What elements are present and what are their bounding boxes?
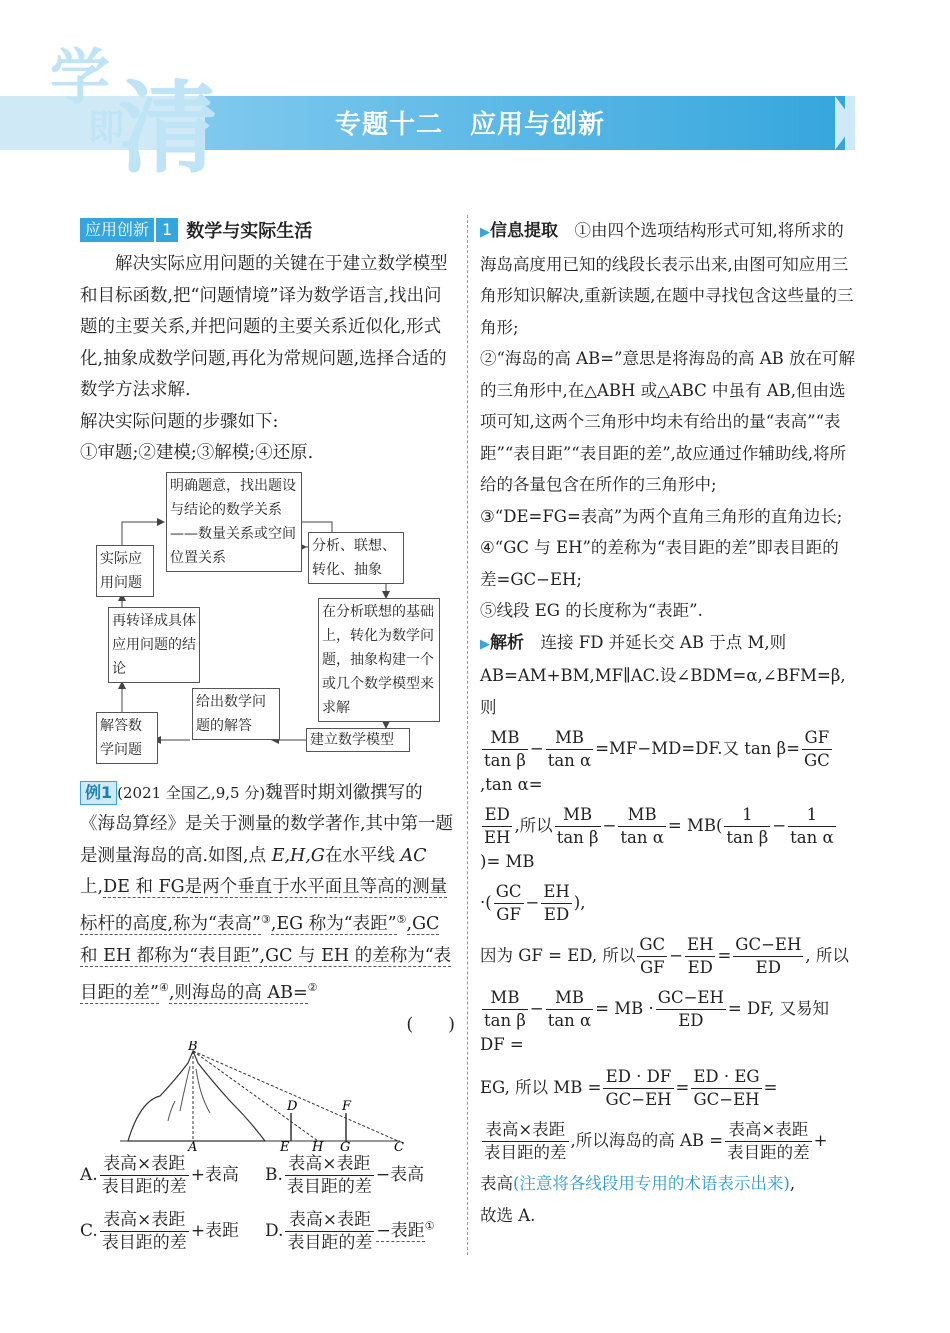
column-divider bbox=[467, 215, 468, 1255]
frac-gcmeh-ed bbox=[733, 934, 803, 979]
header-banner-tip bbox=[835, 96, 855, 150]
final-text-1: 表高 bbox=[480, 1174, 513, 1193]
flow-box-build-model: 建立数学模型 bbox=[306, 728, 410, 752]
eq-df-text: = DF, 又易知 DF = bbox=[480, 999, 830, 1054]
option-a[interactable] bbox=[80, 1153, 239, 1198]
frac-mb-tanb-den: tan β bbox=[484, 751, 526, 770]
logo-char-3: 清 bbox=[118, 70, 218, 187]
island-shape bbox=[128, 1051, 265, 1141]
mark-3: ③ bbox=[260, 912, 271, 926]
solution-eq-7 bbox=[480, 1119, 855, 1164]
mark-4: ④ bbox=[158, 981, 169, 995]
example-source: (2021 全国乙,9,5 分) bbox=[117, 783, 266, 802]
option-b[interactable] bbox=[265, 1153, 424, 1198]
solution-eq-4: 因为 GF = ED, 所以 $\frac{GC}{GF}$ − $\frac{EH}{ED}$ = $\frac{GC-EH}{ED}$ , 所以 bbox=[480, 935, 849, 977]
section-tag: 应用创新 bbox=[80, 218, 154, 242]
eq-sign-3: = bbox=[763, 1078, 778, 1097]
frac-mb-tanb-2 bbox=[555, 804, 601, 849]
page-title: 专题十二 应用与创新 bbox=[334, 110, 605, 140]
frac-eh-ed bbox=[541, 881, 571, 926]
frac-edeg-den: GC−EH bbox=[693, 1090, 760, 1109]
frac-1-tanb-den: tan β bbox=[726, 828, 769, 847]
frac-mb-tana bbox=[546, 727, 593, 772]
section-heading bbox=[80, 215, 455, 245]
section-title: 数学与实际生活 bbox=[186, 221, 313, 242]
option-d-frac bbox=[285, 1209, 374, 1254]
dot-1: · bbox=[480, 893, 486, 912]
example-line-ac: AC bbox=[400, 845, 427, 866]
option-c-tail: +表距 bbox=[190, 1221, 240, 1242]
label-a: A bbox=[188, 1140, 198, 1152]
info-p5: ⑤线段 EG 的长度称为“表距”. bbox=[480, 601, 703, 620]
solution-eq-5: $\frac{MB}{\text{tan β}}$ − $\frac{MB}{\text{tan α}}$ = MB · $\frac{GC-EH}{ED}$ = DF, 又易知 DF = bbox=[480, 988, 830, 1054]
frac-gcmeh-ed-den: ED bbox=[755, 958, 781, 977]
frac-result-2 bbox=[725, 1119, 812, 1164]
frac-edeg-gcmeh bbox=[691, 1066, 761, 1111]
example-1 bbox=[80, 778, 455, 1010]
flowchart bbox=[80, 472, 455, 772]
frac-edeg-num: ED · EG bbox=[691, 1066, 761, 1089]
frac-result-2-num: 表高×表距 bbox=[725, 1119, 812, 1142]
option-a-tail: +表高 bbox=[190, 1165, 239, 1186]
frac-gf-gc-den: GC bbox=[803, 751, 830, 770]
flow-box-clarify: 明确题意，找出题设与结论的数学关系——数量关系或空间位置关系 bbox=[166, 472, 302, 572]
label-d: D bbox=[287, 1099, 298, 1115]
frac-mb-tanb-num: MB bbox=[482, 727, 528, 750]
plus-sign: + bbox=[813, 1131, 828, 1150]
frac-result-1 bbox=[482, 1119, 569, 1164]
tail1-text: ,所以海岛的高 AB = bbox=[570, 1131, 724, 1150]
frac-mb-tana-3-num: MB bbox=[546, 987, 593, 1010]
steps-list: ①审题;②建模;③解模;④还原. bbox=[80, 443, 314, 463]
frac-gc-gf-num: GC bbox=[494, 881, 524, 904]
info-p1-text: ①由四个选项结构形式可知,将所求的海岛高度用已知的线段长表示出来,由图可知应用三角形知识解决,重新读题,在题中寻找包含这些量的三角形; bbox=[480, 221, 854, 337]
plus-mb-text: = MB · bbox=[595, 999, 654, 1018]
frac-mb-tanb-2-den: tan β bbox=[556, 828, 599, 847]
info-p4: ④“GC 与 EH”的差称为“表目距的差”即表目距的差=GC−EH; bbox=[480, 538, 839, 589]
suoyi2-text: , 所以 bbox=[805, 946, 849, 965]
frac-mb-tana-2 bbox=[618, 804, 665, 849]
left-column bbox=[80, 215, 455, 1261]
flow-box-real-problem: 实际应用问题 bbox=[96, 545, 154, 597]
frac-gc-gf-2-num: GC bbox=[637, 934, 667, 957]
because-text: 因为 GF = ED, 所以 bbox=[480, 946, 636, 965]
mark-5: ⑤ bbox=[396, 912, 407, 926]
mark-1: ① bbox=[424, 1219, 435, 1233]
frac-eh-ed-num: EH bbox=[541, 881, 571, 904]
label-c: C bbox=[394, 1140, 404, 1152]
frac-1-tana bbox=[788, 804, 835, 849]
frac-mb-tanb-3 bbox=[482, 987, 528, 1032]
info-p3: ③“DE=FG=表高”为两个直角三角形的直角边长; bbox=[480, 506, 843, 526]
frac-gf-gc-num: GF bbox=[802, 727, 832, 750]
example-text-3: 上, bbox=[80, 877, 104, 897]
option-b-num: 表高×表距 bbox=[285, 1153, 374, 1176]
flow-box-transform: 在分析联想的基础上，转化为数学问题，抽象构建一个或几个数学模型来求解 bbox=[318, 598, 440, 722]
right-column bbox=[480, 215, 855, 1231]
eq-sign-1: = bbox=[717, 946, 732, 965]
frac-gc-gf-2-den: GF bbox=[639, 958, 665, 977]
example-defg: DE 和 FG bbox=[103, 877, 185, 897]
frac-ed-eh-num: ED bbox=[482, 804, 512, 827]
frac-eh-ed-2-den: ED bbox=[687, 958, 713, 977]
label-e: E bbox=[280, 1140, 290, 1152]
example-text-4: 是两个垂直于水平面且等高的测量标杆的高度,称为“表高” bbox=[80, 877, 448, 935]
tana-eq-text: ,tan α= bbox=[480, 775, 543, 794]
option-b-tail: −表高 bbox=[375, 1165, 425, 1186]
solution-eq-2: $\frac{ED}{EH}$ ,所以 $\frac{MB}{\text{tan β}}$ − $\frac{MB}{\text{tan α}}$ = MB( $\frac{1}{\text{tan β}}$ − $\frac{1}{\text{tan α}}$ )= MB bbox=[480, 805, 834, 871]
eg-line-text: EG, 所以 MB = bbox=[480, 1078, 602, 1097]
label-h: H bbox=[312, 1140, 324, 1152]
final-text-2: , bbox=[789, 1174, 796, 1193]
logo-char-2: 即 bbox=[88, 108, 125, 149]
option-c-letter: C. bbox=[80, 1221, 98, 1242]
solution-line-1 bbox=[480, 627, 855, 724]
frac-mb-tana-2-num: MB bbox=[618, 804, 665, 827]
option-a-den: 表目距的差 bbox=[101, 1177, 187, 1198]
frac-eh-ed-2 bbox=[685, 934, 715, 979]
eq1-text: =MF−MD=DF.又 tan β= bbox=[595, 739, 800, 758]
frac-eh-ed-2-num: EH bbox=[685, 934, 715, 957]
frac-gcmeh-ed-2-num: GC−EH bbox=[656, 987, 726, 1010]
logo bbox=[50, 20, 220, 187]
frac-gf-gc bbox=[802, 727, 832, 772]
option-b-frac bbox=[285, 1153, 374, 1198]
frac-mb-tanb-3-den: tan β bbox=[484, 1011, 526, 1030]
frac-1-tana-den: tan α bbox=[790, 828, 834, 847]
frac-result-1-den: 表目距的差 bbox=[484, 1143, 567, 1162]
option-c-frac bbox=[100, 1209, 189, 1254]
example-text-2: 在水平线 bbox=[324, 845, 395, 866]
section-tag-number: 1 bbox=[156, 218, 178, 242]
info-marker-icon: ▶ bbox=[480, 225, 490, 240]
option-d-num: 表高×表距 bbox=[285, 1209, 374, 1232]
solution-final bbox=[480, 1168, 855, 1200]
option-d-den: 表目距的差 bbox=[287, 1233, 373, 1254]
example-points: E,H,G bbox=[271, 845, 325, 866]
options bbox=[80, 1151, 455, 1261]
info-p2: ②“海岛的高 AB=”意思是将海岛的高 AB 放在可解的三角形中,在△ABH 或△ABC 中虽有 AB,但由选项可知,这两个三角形中均未有给出的量“表高”“表距”“表目距”“表目距的差”,故应通过作辅助线,将所给的各量包含在所作的三角形中; bbox=[480, 349, 856, 494]
option-b-letter: B. bbox=[265, 1165, 283, 1186]
frac-eddf-num: ED · DF bbox=[603, 1066, 673, 1089]
example-text-1: 魏晋时期刘徽撰写的《海岛算经》是关于测量的数学著作,其中第一题是测量海岛的高.如图,点 bbox=[80, 782, 454, 866]
option-d[interactable] bbox=[265, 1209, 435, 1254]
frac-mb-tanb bbox=[482, 727, 528, 772]
flow-box-analyze: 分析、联想、转化、抽象 bbox=[308, 532, 404, 584]
option-c-den: 表目距的差 bbox=[101, 1233, 187, 1254]
solution-eq-3: ·( $\frac{GC}{GF}$ − $\frac{EH}{ED}$ ), bbox=[480, 882, 586, 924]
flow-box-solve: 解答数学问题 bbox=[96, 712, 158, 764]
solution-label: 解析 bbox=[490, 632, 524, 653]
example-text-7: ,则海岛的高 AB= bbox=[168, 983, 308, 1004]
frac-result-2-den: 表目距的差 bbox=[727, 1143, 810, 1162]
option-d-letter: D. bbox=[265, 1221, 284, 1242]
frac-mb-tanb-2-num: MB bbox=[555, 804, 601, 827]
island-figure bbox=[80, 1041, 455, 1151]
solution-marker-icon: ▶ bbox=[480, 636, 490, 652]
solution-choice: 故选 A. bbox=[480, 1205, 536, 1225]
eq-mb-text: = MB bbox=[667, 816, 716, 835]
frac-gcmeh-ed-num: GC−EH bbox=[733, 934, 803, 957]
frac-ed-eh bbox=[482, 804, 512, 849]
logo-char-1: 学 bbox=[50, 43, 110, 113]
frac-1-tanb-num: 1 bbox=[724, 804, 770, 827]
eq-mb-text-2: = MB bbox=[486, 852, 535, 871]
answer-paren: ( ) bbox=[406, 1014, 455, 1035]
frac-mb-tana-3 bbox=[546, 987, 593, 1032]
frac-ed-eh-den: EH bbox=[484, 828, 511, 847]
frac-result-1-num: 表高×表距 bbox=[482, 1119, 569, 1142]
suoyi-text: ,所以 bbox=[514, 816, 553, 835]
frac-mb-tana-3-den: tan α bbox=[547, 1011, 592, 1030]
option-d-tail: −表距 bbox=[376, 1221, 425, 1242]
option-c[interactable] bbox=[80, 1209, 239, 1254]
frac-gc-gf bbox=[494, 881, 524, 926]
mark-2: ② bbox=[307, 981, 318, 995]
frac-gcmeh-ed-2-den: ED bbox=[678, 1011, 704, 1030]
example-tag: 例1 bbox=[80, 781, 117, 805]
solution-note: (注意将各线段用专用的术语表示出来) bbox=[513, 1174, 790, 1193]
solution-eq-1: $\frac{MB}{\text{tan β}}$ − $\frac{MB}{\text{tan α}}$ =MF−MD=DF.又 tan β= $\frac{GF}{GC}$ ,tan α= bbox=[480, 728, 830, 794]
frac-eddf-gcmeh bbox=[603, 1066, 673, 1111]
flow-box-translate: 再转译成具体应用问题的结论 bbox=[108, 607, 200, 683]
option-a-letter: A. bbox=[80, 1165, 98, 1186]
label-f: F bbox=[342, 1099, 352, 1115]
eq-sign-2: = bbox=[675, 1078, 690, 1097]
frac-eddf-den: GC−EH bbox=[605, 1090, 672, 1109]
option-a-num: 表高×表距 bbox=[100, 1153, 189, 1176]
label-b: B bbox=[188, 1041, 198, 1055]
option-a-frac bbox=[100, 1153, 189, 1198]
frac-gc-gf-2 bbox=[637, 934, 667, 979]
frac-mb-tana-den: tan α bbox=[547, 751, 592, 770]
option-b-den: 表目距的差 bbox=[286, 1177, 372, 1198]
info-label: 信息提取 bbox=[490, 221, 558, 241]
frac-1-tanb bbox=[724, 804, 770, 849]
frac-mb-tana-num: MB bbox=[546, 727, 593, 750]
frac-eh-ed-den: ED bbox=[543, 905, 570, 924]
label-g: G bbox=[340, 1140, 351, 1152]
frac-mb-tanb-3-num: MB bbox=[482, 987, 528, 1010]
option-c-num: 表高×表距 bbox=[100, 1209, 189, 1232]
solution-eq-6 bbox=[480, 1066, 855, 1111]
solution-text-1: 连接 FD 并延长交 AB 于点 M,则 AB=AM+BM,MF∥AC.设∠BDM=α,∠BFM=β,则 bbox=[480, 632, 846, 717]
flow-box-give-answer: 给出数学问题的解答 bbox=[192, 688, 280, 740]
frac-mb-tana-2-den: tan α bbox=[620, 828, 664, 847]
example-text-6: ,GC 和 EH 都称为“表目距”,GC 与 EH 的差称为“表目距的差” bbox=[80, 914, 452, 1004]
example-text-5: ,EG 称为“表距” bbox=[270, 914, 397, 935]
frac-1-tana-num: 1 bbox=[788, 804, 835, 827]
intro-paragraph: 解决实际应用问题的关键在于建立数学模型和目标函数,把“问题情境”译为数学语言,找出问题的主要关系,并把问题的主要关系近似化,形式化,抽象成数学问题,再化为常规问题,选择合适的数学方法求解. bbox=[80, 254, 448, 400]
frac-gc-gf-den: GF bbox=[496, 905, 521, 924]
frac-gcmeh-ed-2 bbox=[656, 987, 726, 1032]
info-p1 bbox=[480, 215, 855, 343]
steps-intro: 解决实际问题的步骤如下: bbox=[80, 411, 279, 432]
